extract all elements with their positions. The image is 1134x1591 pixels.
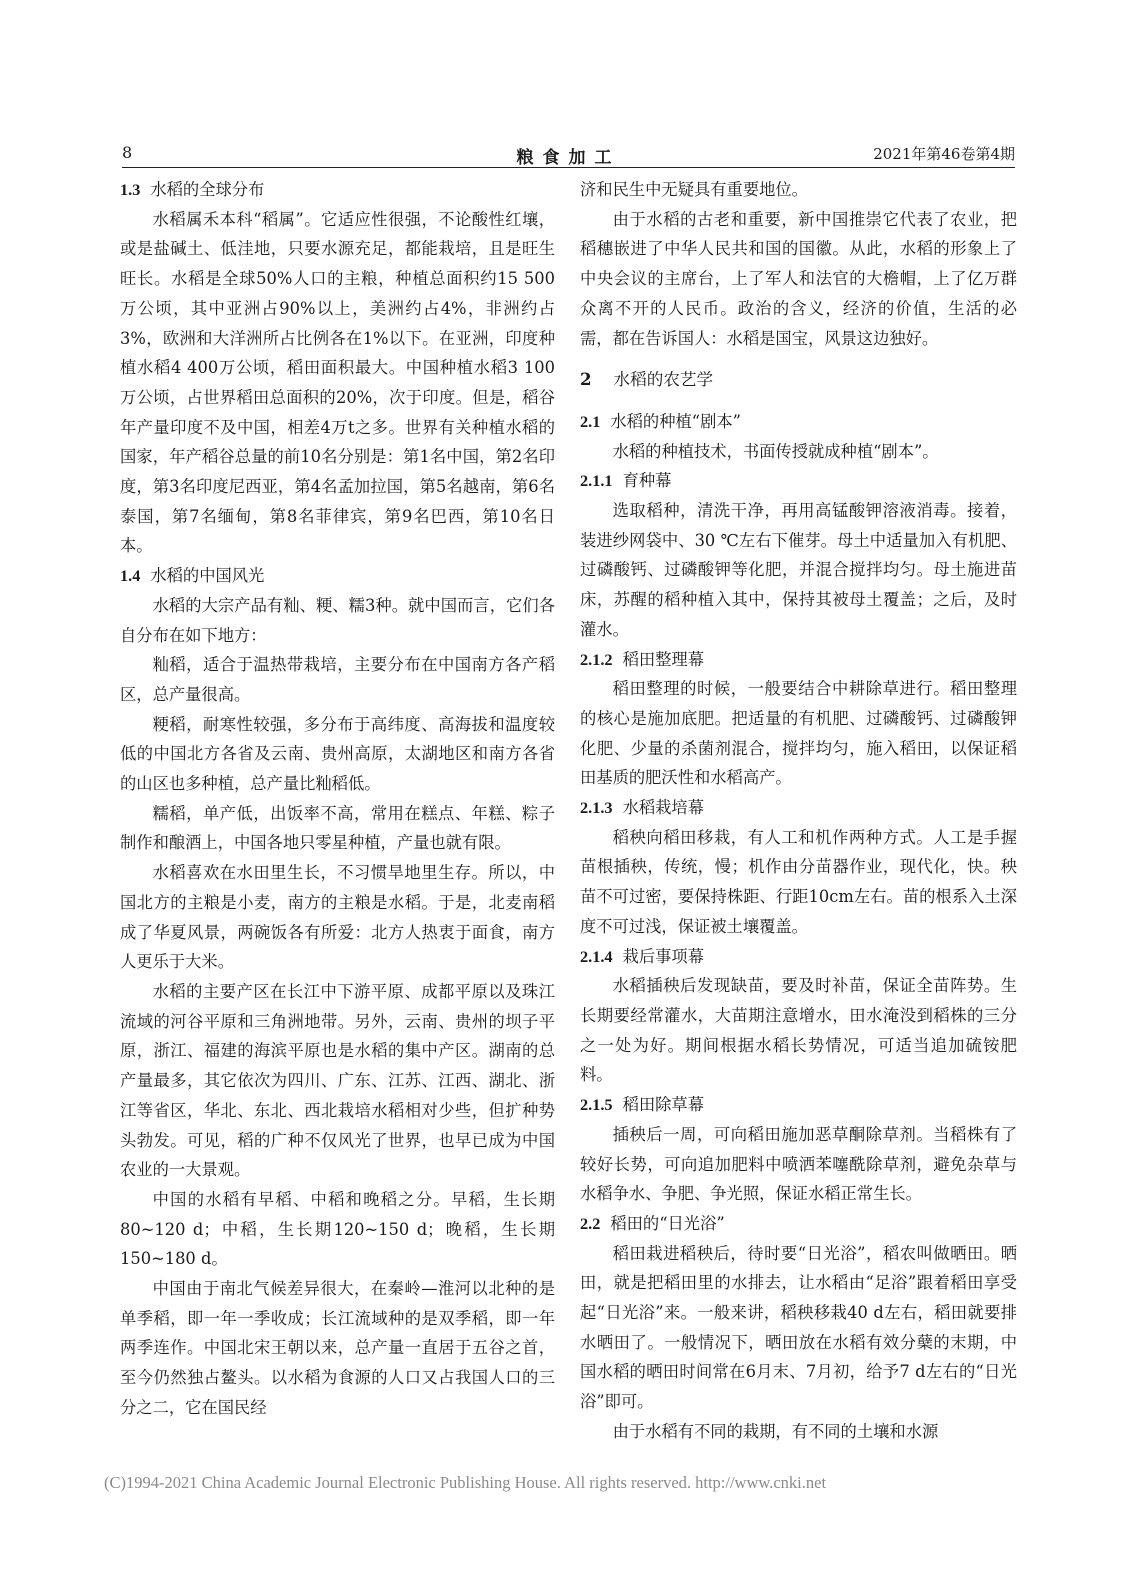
subsection-heading [580,645,1017,675]
heading-text: 育种幕 [622,471,672,491]
heading-number: 1.4 [120,566,141,586]
body-paragraph: 稻田栽进稻秧后，待时要“日光浴”，稻农叫做晒田。晒田，就是把稻田里的水排去，让水稻由“足浴”跟着稻田享受起“日光浴”来。一般来讲，稻秧移栽40 d左右，稻田就要排水晒田了。一般情况下，晒田放在水稻有效分蘖的末期，中国水稻的晒田时间常在6月末、7月初，给予7 d左右的“日光浴”即可。 [580,1243,1017,1412]
page-number: 8 [122,143,133,162]
heading-number: 2.1.3 [580,798,613,818]
heading-text: 稻田除草幕 [622,1095,704,1115]
body-paragraph: 插秧后一周，可向稻田施加恶草酮除草剂。当稻株有了较好长势，可向追加肥料中喷洒苯噻酰除草剂，避免杂草与水稻争水、争肥、争光照，保证水稻正常生长。 [580,1124,1017,1204]
subsection-heading [580,1090,1017,1120]
copyright-footer: (C)1994-2021 China Academic Journal Electronic Publishing House. All rights reserved. http://www.cnki.net [104,1473,827,1492]
heading-text: 栽后事项幕 [622,946,704,966]
body-paragraph: 由于水稻有不同的栽期，有不同的土壤和水源 [612,1421,939,1441]
body-paragraph: 水稻喜欢在水田里生长，不习惯旱地里生存。所以，中国北方的主粮是小麦，南方的主粮是水稻。于是，北麦南稻成了华夏风景，两碗饭各有所爱：北方人热衷于面食，南方人更乐于大米。 [120,863,555,972]
heading-number: 1.3 [120,180,141,199]
body-paragraph: 水稻的大宗产品有籼、粳、糯3种。就中国而言，它们各自分布在如下地方： [120,595,555,645]
heading-text: 稻田整理幕 [622,649,704,669]
body-paragraph: 水稻属禾本科“稻属”。它适应性很强，不论酸性红壤，或是盐碱土、低洼地，只要水源充足，都能栽培，且是旺生旺长。水稻是全球50%人口的主粮，种植总面积约15 500万公顷，其中亚洲占90%以上，美洲约占4%，非洲约占3%，欧洲和大洋洲所占比例各在1%以下。在亚洲，印度种植水稻4 400万公顷，稻田面积最大。中国种植水稻3 100万公顷，占世界稻田总面积的20%，次于印度。但是，稻谷年产量印度不及中国，相差4万t之多。世界有关种植水稻的国家，年产稻谷总量的前10名分别是：第1名中国，第2名印度，第3名印度尼西亚，第4名孟加拉国，第5名越南，第6名泰国，第7名缅甸，第8名菲律宾，第9名巴西，第10名日本。 [120,209,555,556]
body-paragraph: 稻秧向稻田移栽，有人工和机作两种方式。人工是手握苗根插秧，传统，慢；机作由分苗器作业，现代化，快。秧苗不可过密，要保持株距、行距10cm左右。苗的根系入土深度不可过浅，保证被土壤覆盖。 [580,827,1017,936]
heading-text: 水稻的全球分布 [150,180,265,199]
body-paragraph: 糯稻，单产低，出饭率不高，常用在糕点、年糕、粽子制作和酿酒上，中国各地只零星种植，产量也就有限。 [120,803,555,853]
heading-text: 水稻的中国风光 [150,566,265,586]
right-column [580,175,1017,1447]
heading-number: 2.2 [580,1213,601,1233]
body-paragraph: 水稻的种植技术，书面传授就成种植“剧本”。 [612,441,939,461]
left-column [120,175,555,1423]
body-paragraph: 选取稻种，清洗干净，再用高锰酸钾溶液消毒。接着，装进纱网袋中、30 ℃左右下催芽。母土中适量加入有机肥、过磷酸钙、过磷酸钾等化肥，并混合搅拌均匀。母土施进苗床，苏醒的稻种植入其中，保持其被母土覆盖；之后，及时灌水。 [580,501,1017,639]
heading-number: 2.1 [580,411,601,431]
body-paragraph: 济和民生中无疑具有重要地位。 [580,180,808,199]
subsection-heading [580,466,1017,496]
heading-number: 2.1.4 [580,946,613,966]
body-paragraph: 中国的水稻有早稻、中稻和晚稻之分。早稻，生长期80~120 d；中稻，生长期120~150 d；晚稻，生长期150~180 d。 [120,1189,555,1269]
heading-number: 2 [580,369,592,390]
body-paragraph: 籼稻，适合于温热带栽培，主要分布在中国南方各产稻区，总产量很高。 [120,655,555,704]
body-paragraph: 水稻的主要产区在长江中下游平原、成都平原以及珠江流域的河谷平原和三角洲地带。另外，云南、贵州的坝子平原，浙江、福建的海滨平原也是水稻的集中产区。湖南的总产量最多，其它依次为四川、广东、江苏、江西、湖北、浙江等省区，华北、东北、西北栽培水稻相对少些，但扩种势头勃发。可见，稻的广种不仅风光了世界，也早已成为中国农业的一大景观。 [120,981,555,1180]
heading-text: 稻田的“日光浴” [610,1213,725,1233]
subsection-heading [580,407,1017,437]
page-header [122,143,1015,168]
heading-text: 水稻的种植“剧本” [610,411,741,431]
issue-info: 2021年第46卷第4期 [873,145,1015,163]
subsection-heading [580,793,1017,823]
subsection-heading [580,1209,1017,1239]
subsection-heading [120,175,555,205]
journal-title: 粮食加工 [516,148,621,168]
heading-text: 水稻栽培幕 [622,798,704,818]
body-paragraph: 中国由于南北气候差异很大，在秦岭—淮河以北种的是单季稻，即一年一季收成；长江流域种的是双季稻，即一年两季连作。中国北宋王朝以来，总产量一直居于五谷之首，至今仍然独占鳌头。以水稻为食源的人口又占我国人口的三分之二，它在国民经 [120,1279,555,1417]
body-paragraph: 粳稻，耐寒性较强，多分布于高纬度、高海拔和温度较低的中国北方各省及云南、贵州高原，太湖地区和南方各省的山区也多种植，总产量比籼稻低。 [120,714,555,794]
section-heading [580,365,1017,395]
body-paragraph: 稻田整理的时候，一般要结合中耕除草进行。稻田整理的核心是施加底肥。把适量的有机肥、过磷酸钙、过磷酸钾化肥、少量的杀菌剂混合，搅拌均匀，施入稻田，以保证稻田基质的肥沃性和水稻高产。 [580,679,1017,788]
subsection-heading [120,561,555,591]
heading-text: 水稻的农艺学 [613,370,714,390]
body-paragraph: 水稻插秧后发现缺苗，要及时补苗，保证全苗阵势。生长期要经常灌水，大苗期注意增水，田水淹没到稻株的三分之一处为好。期间根据水稻长势情况，可适当追加硫铵肥料。 [580,976,1017,1085]
heading-number: 2.1.1 [580,471,613,491]
body-paragraph: 由于水稻的古老和重要，新中国推崇它代表了农业，把稻穗嵌进了中华人民共和国的国徽。从此，水稻的形象上了中央会议的主席台，上了军人和法官的大檐帽，上了亿万群众离不开的人民币。政治的含义，经济的价值，生活的必需，都在告诉国人：水稻是国宝，风景这边独好。 [580,209,1017,348]
heading-number: 2.1.2 [580,649,613,669]
subsection-heading [580,942,1017,972]
heading-number: 2.1.5 [580,1095,613,1115]
